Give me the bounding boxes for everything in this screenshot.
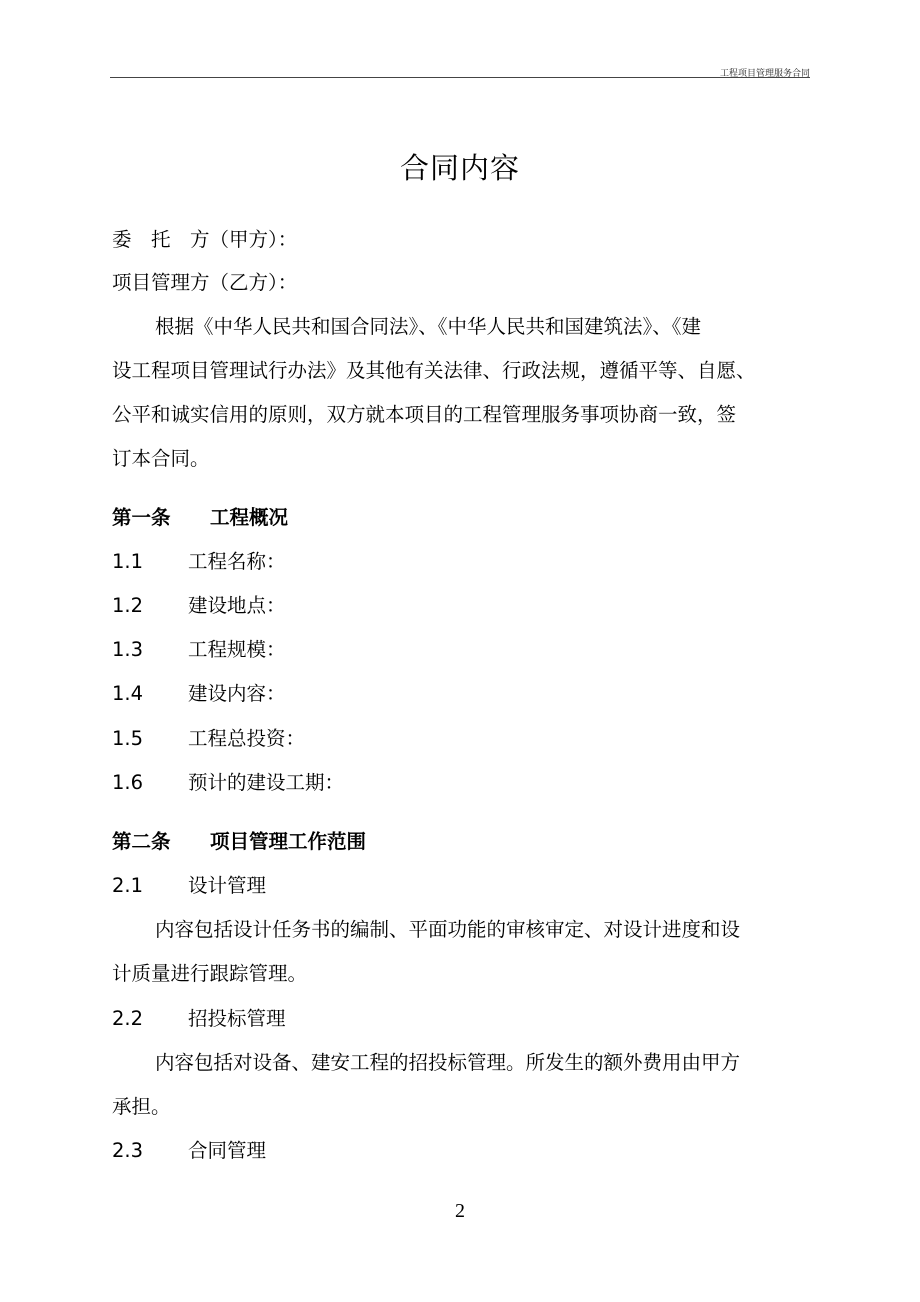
clause-item (112, 724, 305, 754)
clause-number: 1.2 (112, 594, 144, 617)
clause-item (112, 1136, 266, 1166)
clause-label: 建设地点： (188, 594, 286, 617)
clause-text: 计质量进行跟踪管理。 (112, 962, 308, 985)
clause-item (112, 679, 286, 709)
clause-item (112, 547, 286, 577)
party-manager: 项目管理方（乙方）： (112, 271, 298, 294)
article-title: 项目管理工作范围 (210, 830, 367, 853)
preamble-line: 公平和诚实信用的原则，双方就本项目的工程管理服务事项协商一致，签 (112, 403, 737, 426)
document-title: 合同内容 (399, 151, 520, 185)
article-number: 第一条 (112, 506, 171, 529)
clause-number: 2.3 (112, 1139, 144, 1162)
clause-item (112, 871, 266, 901)
clause-label: 合同管理 (188, 1139, 267, 1162)
clause-item (112, 768, 344, 798)
clause-text: 内容包括对设备、建安工程的招投标管理。所发生的额外费用由甲方 (155, 1051, 741, 1074)
clause-label: 建设内容： (188, 682, 286, 705)
clause-text: 内容包括设计任务书的编制、平面功能的审核审定、对设计进度和设 (155, 918, 741, 941)
article-title: 工程概况 (210, 506, 289, 529)
article-2-heading (112, 827, 366, 857)
clause-item (112, 635, 286, 665)
header-rule (110, 77, 810, 78)
clause-number: 2.1 (112, 874, 144, 897)
party-client: 委 托 方（甲方）： (112, 228, 298, 251)
article-1-heading (112, 503, 288, 533)
article-number: 第二条 (112, 830, 171, 853)
header-text: 工程项目管理服务合同 (719, 69, 810, 79)
clause-number: 1.6 (112, 771, 144, 794)
clause-label: 工程总投资： (188, 727, 306, 750)
clause-number: 1.4 (112, 682, 144, 705)
clause-item (112, 1004, 286, 1034)
clause-label: 工程规模： (188, 638, 286, 661)
clause-text: 承担。 (112, 1095, 171, 1118)
clause-label: 工程名称： (188, 550, 286, 573)
clause-number: 1.3 (112, 638, 144, 661)
preamble-line: 根据《中华人民共和国合同法》、《中华人民共和国建筑法》、《建 (155, 315, 702, 338)
page-number: 2 (455, 1200, 465, 1222)
clause-label: 预计的建设工期： (188, 771, 345, 794)
clause-label: 招投标管理 (188, 1007, 286, 1030)
clause-number: 1.1 (112, 550, 144, 573)
clause-label: 设计管理 (188, 874, 267, 897)
clause-item (112, 591, 286, 621)
preamble-line: 订本合同。 (112, 447, 210, 470)
preamble-line: 设工程项目管理试行办法》及其他有关法律、行政法规，遵循平等、自愿、 (112, 359, 756, 382)
clause-number: 2.2 (112, 1007, 144, 1030)
clause-number: 1.5 (112, 727, 144, 750)
